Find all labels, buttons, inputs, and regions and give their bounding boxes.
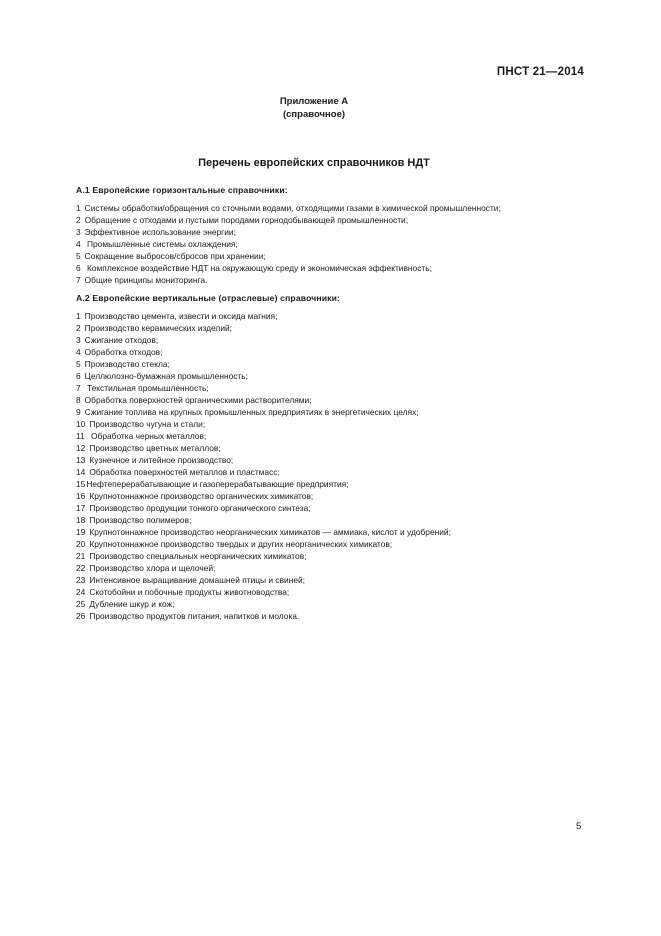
list-item: 7 Текстильная промышленность; [76, 383, 209, 393]
list-item: 6 Целлюлозно-бумажная промышленность; [76, 371, 248, 381]
list-item: 4 Промышленные системы охлаждения; [76, 239, 238, 249]
list-item: 3 Эффективное использование энергии; [76, 227, 236, 237]
list-item: 8 Обработка поверхностей органическими растворителями; [76, 395, 312, 405]
list-item: 25 Дубление шкур и кож; [76, 599, 175, 609]
list-item: 3 Сжигание отходов; [76, 335, 159, 345]
list-item: 26 Производство продуктов питания, напитков и молока. [76, 611, 300, 621]
horizontal-references-list [76, 202, 501, 286]
vertical-references-list [76, 310, 451, 622]
list-item: 2 Обращение с отходами и пустыми породами горнодобывающей промышленности; [76, 215, 409, 225]
list-item: 23 Интенсивное выращивание домашней птицы и свиней; [76, 575, 306, 585]
list-item: 6 Комплексное воздействие НДТ на окружающую среду и экономическая эффективность; [76, 263, 432, 273]
list-item: 11 Обработка черных металлов; [76, 431, 207, 441]
list-item: 18 Производство полимеров; [76, 515, 192, 525]
appendix-subtitle: (справочное) [282, 109, 346, 120]
section-heading-a1: А.1 Европейские горизонтальные справочники: [76, 185, 288, 195]
list-item: 4 Обработка отходов; [76, 347, 163, 357]
list-item: 16 Крупнотоннажное производство органических химикатов; [76, 491, 314, 501]
list-item: 21 Производство специальных неорганических химикатов; [76, 551, 307, 561]
section-heading-a2: А.2 Европейские вертикальные (отраслевые) справочники: [76, 293, 341, 303]
page-title: Перечень европейских справочников НДТ [198, 157, 430, 169]
list-item: 2 Производство керамических изделий; [76, 323, 233, 333]
list-item: 24 Скотобойни и побочные продукты животноводства; [76, 587, 290, 597]
document-code: ПНСТ 21—2014 [496, 66, 584, 78]
list-item: 5 Производство стекла; [76, 359, 170, 369]
list-item: 1 Системы обработки/обращения со сточными водами, отходящими газами в химической промышленности; [76, 203, 501, 213]
list-item: 17 Производство продукции тонкого органического синтеза; [76, 503, 311, 513]
list-item: 22 Производство хлора и щелочей; [76, 563, 216, 573]
page-number: 5 [576, 821, 582, 832]
list-item: 10 Производство чугуна и стали; [76, 419, 206, 429]
list-item: 9 Сжигание топлива на крупных промышленных предприятиях в энергетических целях; [76, 407, 419, 417]
list-item: 19 Крупнотоннажное производство неорганических химикатов — аммиака, кислот и удобрений; [76, 527, 451, 537]
list-item: 1 Производство цемента, извести и оксида магния; [76, 311, 278, 321]
list-item: 20 Крупнотоннажное производство твердых и других неорганических химикатов; [76, 539, 393, 549]
appendix-title: Приложение А [279, 96, 349, 107]
list-item: 15Нефтеперерабатывающие и газоперерабатывающие предприятия; [76, 479, 349, 489]
list-item: 5 Сокращение выбросов/сбросов при хранении; [76, 251, 266, 261]
list-item: 7 Общие принципы мониторинга. [76, 275, 208, 285]
list-item: 12 Производство цветных металлов; [76, 443, 221, 453]
list-item: 14 Обработка поверхностей металлов и пластмасс; [76, 467, 280, 477]
list-item: 13 Кузнечное и литейное производство; [76, 455, 234, 465]
appendix-label [0, 95, 628, 121]
